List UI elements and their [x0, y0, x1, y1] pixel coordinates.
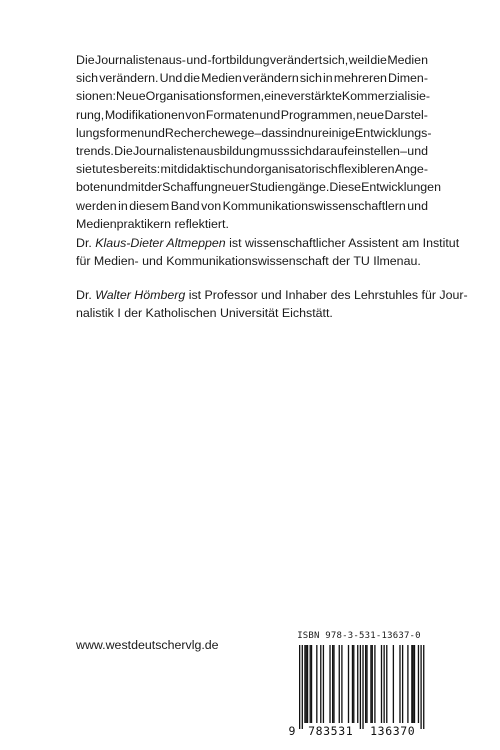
barcode-bar [399, 645, 400, 723]
publisher-url: www.westdeutschervlg.de [76, 638, 219, 652]
barcode-bar [357, 645, 358, 723]
barcode-bar [310, 645, 311, 723]
blurb-line: werden in diesem Band von Kommunikationswissenschaftlern und [76, 198, 428, 213]
blurb-paragraph [76, 51, 441, 233]
barcode-bar [418, 645, 419, 723]
barcode-bar [402, 645, 403, 723]
barcode-bar [420, 645, 421, 729]
author-name: Klaus-Dieter Altmeppen [95, 236, 226, 250]
barcode-bar [362, 645, 363, 729]
barcode-bar [393, 645, 394, 723]
barcode-bar [348, 645, 349, 723]
barcode-bar [306, 645, 307, 723]
barcode-bar [353, 645, 354, 723]
barcode-bar [383, 645, 384, 723]
barcode-digits-left: 783531 [308, 724, 354, 738]
author-title: Dr. [76, 236, 96, 250]
author-bio-line [76, 234, 460, 252]
barcode-bar [307, 645, 308, 723]
barcode-bar [411, 645, 412, 723]
barcode-bar [386, 645, 387, 723]
barcode-bar [311, 645, 312, 723]
isbn-barcode [288, 631, 430, 741]
barcode-digits-right: 136370 [370, 724, 416, 738]
author-bio-hoemberg [76, 286, 468, 322]
author-name: Walter Hömberg [95, 288, 186, 302]
barcode-bar [372, 645, 373, 723]
author-bio-line: nalistik I der Katholischen Universität Eichstätt. [76, 306, 333, 321]
barcode-bar [316, 645, 317, 723]
barcode-bar [302, 645, 303, 729]
barcode-bar [320, 645, 321, 723]
author-bio-text: ist wissenschaftlicher Assistent am Institut [225, 236, 460, 250]
barcode-bar [323, 645, 324, 723]
barcode-bar [381, 645, 382, 723]
blurb-line: sionen: Neue Organisationsformen, eine verstärkte Kommerzialisie- [76, 89, 431, 104]
blurb-line: Medienpraktikern reflektiert. [76, 216, 229, 231]
blurb-line: rung, Modifikationen von Formaten und Programmen, neue Darstel- [76, 107, 428, 122]
barcode-bar [407, 645, 408, 723]
barcode-bar [341, 645, 342, 723]
author-bio-line [76, 286, 468, 304]
blurb-line: lungsformen und Recherchewege – das sind nur einige Entwicklungs- [76, 125, 432, 140]
barcode-bar [299, 645, 300, 729]
barcode-digit-first: 9 [288, 724, 296, 738]
blurb-line: trends. Die Journalistenausbildung muss sich darauf einstellen – und [76, 144, 428, 159]
barcode-bar [352, 645, 353, 723]
barcode-bar [370, 645, 371, 723]
author-title: Dr. [76, 288, 96, 302]
barcode-bar [366, 645, 367, 723]
barcode-bar [333, 645, 334, 723]
author-bio-line: für Medien- und Kommunikationswissenschaft der TU Ilmenau. [76, 254, 421, 269]
barcode-bar [329, 645, 330, 723]
author-bio-line-1 [76, 234, 459, 252]
barcode-bar [365, 645, 366, 723]
barcode-bar [413, 645, 414, 723]
blurb-line: sie tut es bereits: mit didaktisch und organisatorisch flexibleren Ange- [76, 162, 428, 177]
blurb-line: Die Journalistenaus- und -fortbildung verändert sich, weil die Medien [76, 53, 428, 67]
isbn-label: ISBN 978-3-531-13637-0 [297, 631, 421, 641]
author-bio-text: ist Professor und Inhaber des Lehrstuhles für Jour- [185, 288, 468, 302]
barcode-bar [332, 645, 333, 723]
barcode-bar [304, 645, 305, 723]
blurb-line: sich verändern. Und die Medien verändern sich in mehreren Dimen- [76, 71, 428, 86]
barcode-bar [414, 645, 415, 723]
barcode-bar [360, 645, 361, 729]
barcode-bar [374, 645, 375, 723]
ean13-barcode [288, 643, 430, 741]
blurb-line: boten und mit der Schaffung neuer Studiengänge. Diese Entwicklungen [76, 180, 441, 195]
author-bio-altmeppen [76, 234, 460, 270]
barcode-bar [339, 645, 340, 723]
barcode-bar [423, 645, 424, 729]
